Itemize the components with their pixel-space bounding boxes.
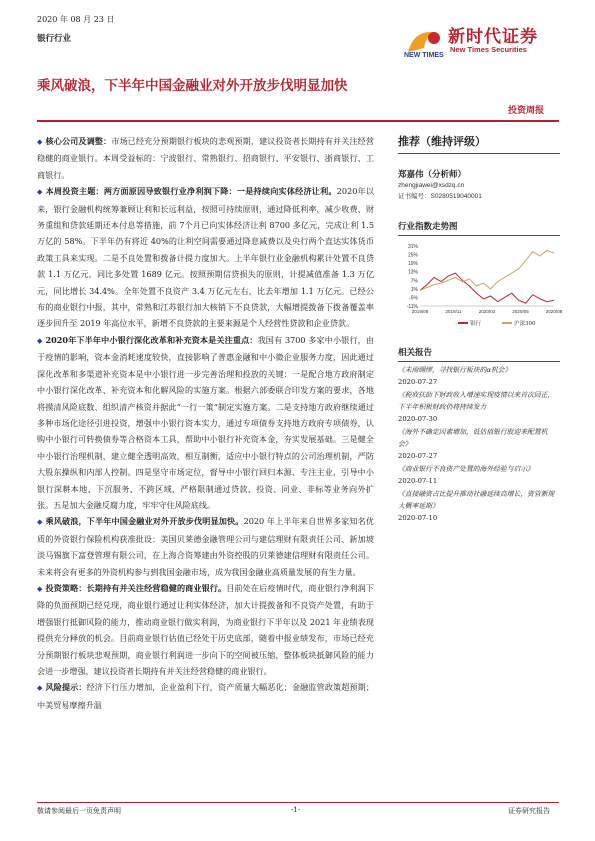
paragraph-core-companies [37, 133, 374, 183]
index-trend-chart [398, 242, 563, 332]
related-report-title: 《直接融资占比提升推动社融延续高增长，资管新规大概率延期》 [398, 490, 555, 510]
y-tick-label: 7% [410, 278, 418, 285]
x-tick-label: 2020/05 [512, 309, 529, 314]
related-report-item[interactable] [398, 463, 560, 487]
legend-label-0: 银行 [470, 321, 482, 327]
company-logo-name: 新时代证券 [448, 27, 538, 47]
y-tick-label: -11% [406, 304, 418, 310]
logo-mark-text: NEW TIMES [404, 52, 444, 59]
company-logo-english: New Times Securities [450, 45, 527, 54]
related-report-title: 《未雨绸缪，寻找银行板块的α机会》 [398, 366, 512, 374]
bullet-icon: ◆ [37, 188, 43, 197]
paragraph-text: 市场已经充分预期银行板块的悲观预期，建议投资者长期持有并关注经营稳健的商业银行。本周受益标的：宁波银行、常熟银行、招商银行、平安银行、浙商银行、工商银行。 [37, 136, 374, 180]
related-report-item[interactable] [398, 389, 560, 425]
x-tick-label: 2020/02 [478, 309, 496, 314]
y-tick-label: 31% [407, 244, 418, 250]
paragraph-lead: 本周投资主题：两方面原因导致银行业净利润下降：一是持续向实体经济让利。 [45, 186, 337, 197]
paragraph-weekly-theme [37, 183, 374, 332]
paragraph-text: 经济下行压力增加，企业盈利下行，资产质量大幅恶化；金融监管政策超预期；中美贸易摩擦升温 [37, 682, 374, 710]
rating-recommendation: 推荐（维持评级） [398, 133, 560, 154]
bullet-icon: ◆ [37, 684, 43, 693]
related-reports-list [398, 364, 560, 524]
related-report-date: 2020-07-11 [398, 477, 438, 485]
series-line-0 [420, 273, 554, 303]
paragraph-risk [37, 679, 374, 713]
trend-chart-title: 行业指数走势图 [398, 220, 560, 236]
related-report-title: 《商业银行不良资产处置的海外经验与启示》 [398, 465, 534, 473]
paragraph-text: 我国有 3700 多家中小银行，由于疫情的影响，资本金消耗速度较快，直接影响了普惠金融和中小微企业服务力度，因此通过深化改革和多渠道补充资本是中小银行进一步完善治理和投放的关键：一是配合地方政府制定中小银行深化改革、补充资本和化解风险的实施方案。根据六部委联合印发方案的要求，各地将摸清风险底数、组织清产核资并据此“一行一策”制定实施方案。二是支持地方政府继续通过多种市场化途径引进投资，增强中小银行资本实力，通过专项债券支持地方政府专项债券，认购中小银行可转换债券等合格资本工具，帮助中小银行补充资本金，夯实发展基础。三是健全中小银行治理机制，建立健全透明高效，相互制衡，适应中小银行特点的公司治理机制，严防大股东操纵和内部人控制。四是坚守市场定位，督导中小银行回归本源、专注主业，引导中小银行深耕本地、下沉服务、不跨区域，严格限制通过贷款、投资、同业、非标等业务向外扩张。五是加大金融反腐力度，牢牢守住风险底线。 [37, 334, 375, 510]
related-report-title: 《税收扶助下财政收入增速实现疫情以来首次回正，下半年积极财政仍将持续发力 [398, 391, 555, 411]
related-report-item[interactable] [398, 488, 560, 524]
x-tick-label: 2019/08 [411, 309, 429, 314]
title-divider [37, 120, 559, 122]
industry-label: 银行行业 [37, 34, 72, 44]
report-type: 投资周报 [508, 106, 545, 116]
related-report-date: 2020-07-27 [398, 452, 438, 460]
y-tick-label: -5% [409, 295, 418, 302]
main-content [37, 133, 374, 713]
related-report-date: 2020-07-27 [398, 378, 438, 386]
paragraph-lead: 核心公司及调整： [45, 136, 112, 146]
company-logo-mark [404, 26, 448, 60]
legend-label-1: 沪深300 [514, 321, 536, 327]
paragraph-lead: 风险提示： [45, 682, 87, 693]
related-reports-title: 相关报告 [398, 346, 560, 362]
paragraph-opening-up [37, 513, 374, 580]
footer-disclaimer: 敬请参阅最后一页免责声明 [37, 807, 121, 815]
sidebar [398, 133, 563, 525]
report-date: 2020 年 08 月 23 日 [37, 15, 115, 24]
analyst-name: 郑嘉伟（分析师） [398, 170, 467, 180]
x-tick-label: 2019/11 [445, 309, 462, 314]
y-tick-label: 13% [407, 269, 418, 276]
series-line-1 [420, 250, 554, 290]
x-tick-label: 2020/08 [545, 309, 563, 314]
paragraph-strategy [37, 580, 374, 679]
report-headline: 乘风破浪，下半年中国金融业对外开放步伐明显加快 [37, 78, 348, 94]
paragraph-small-banks [37, 332, 374, 513]
paragraph-text: 2020 年上半年来自世界多家知名优质的外资银行保险机构获准批设：美国贝莱德金融管理公司与建信理财有限责任公司、新加坡淡马锡旗下富登管理有限公司，在上海合资筹建由外资控股的贝莱德建信理财有限责任公司。未来将会有更多的外资机构参与到我国金融市场，成为我国金融业高质量发展的有生力量。 [37, 516, 374, 577]
paragraph-text: 2020年以来，银行金融机构统筹兼顾让利和长远利益，按照可持续原则，通过降低利率，减少收费、财务重组和贷款延期还本付息等措施，前 7个月已向实体经济让利 8700 多亿元，完成让利 1.5 万亿的 58%。下半年仍有将近 40%的让利空间需要通过降息减费以及央行两个直达实体货币政策工具来实现。二是不良处置和拨备计提力度加大。上半年银行业金融机构累计处置不良贷款 1.1 万亿元，同比多处置 1689 亿元。按照预期信贷损失的原则，计提减值准备 1.3 万亿元，同比增长 34.4%。全年处置不良资产 3.4 万亿元左右，比去年增加 1.1 万亿元。已经公布的商业银行中报，其中，常熟和江苏银行加大核销下不良贷款，大幅增提拨备下拨备覆盖率逐步回升至 2019 年高位水平，新增不良贷款的主要来源是个人经营性贷款和企业贷款。 [37, 186, 374, 329]
bullet-icon: ◆ [37, 584, 43, 593]
bullet-icon: ◆ [37, 138, 43, 146]
footer-page-number: -1- [291, 806, 301, 814]
footer-divider [37, 802, 559, 803]
y-tick-label: 19% [407, 261, 418, 268]
y-tick-label: 25% [407, 252, 418, 259]
paragraph-lead: 乘风破浪，下半年中国金融业对外开放步伐明显加快。 [45, 516, 244, 527]
related-report-title: 《海外不确定因素增加，低估值银行股迎来配置机会》 [398, 428, 548, 448]
y-tick-label: 1% [410, 286, 418, 293]
paragraph-lead: 2020年下半年中小银行深化改革和补充资本是关注重点： [45, 334, 258, 345]
bullet-icon: ◆ [37, 336, 43, 345]
paragraph-text: 目前处在后疫情时代，商业银行净利润下降的负面预期已经兑现，商业银行通过让利实体经济，加大计提拨备和不良资产处置，有助于增强银行抵御风险的能力，推动商业银行做实利润，为商业银行下半年以及 2021 年业绩表现提供充分释放的机会。目前商业银行估值已经处于历史底部，随着中报业绩发布，市场已经充分预期银行板块悲观预期，商业银行利润进一步向下的空间被压缩，整体板块抵御风险的能力会进一步增强，建议投资者长期持有并关注经营稳健的商业银行。 [37, 582, 374, 676]
analyst-certificate: 证书编号：S0280519040001 [398, 193, 482, 200]
paragraph-lead: 投资策略：长期持有并关注经营稳健的商业银行。 [45, 582, 227, 593]
related-report-date: 2020-07-10 [398, 514, 438, 522]
related-report-item[interactable] [398, 364, 560, 388]
analyst-email: zhengjiawei@xsdzq.cn [398, 182, 465, 189]
bullet-icon: ◆ [37, 518, 43, 527]
related-report-date: 2020-07-30 [398, 415, 438, 423]
related-report-item[interactable] [398, 426, 560, 462]
footer-report-label: 证券研究报告 [508, 807, 550, 815]
